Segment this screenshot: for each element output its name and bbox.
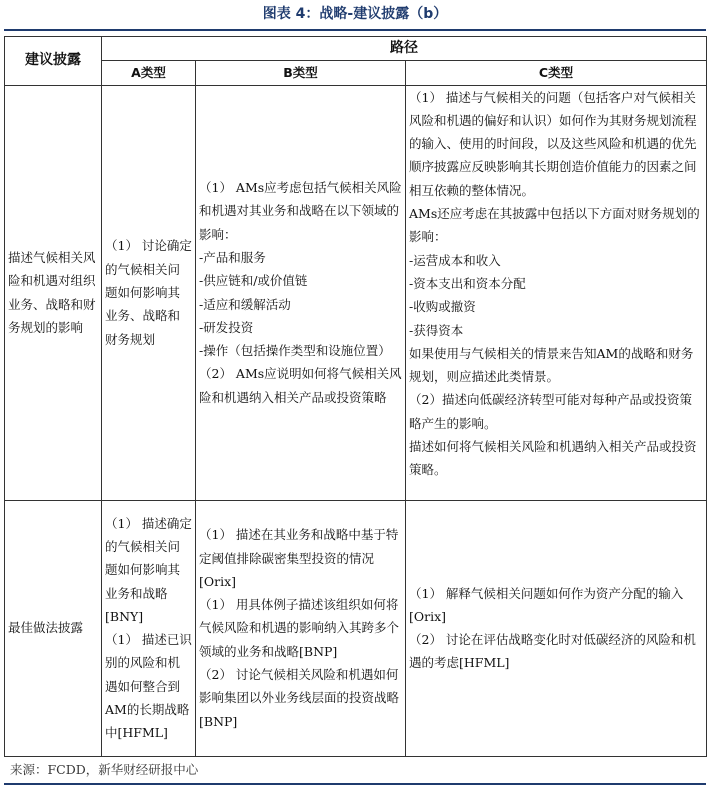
header-type-c: C类型 [406, 61, 707, 85]
type-b-text: （1） AMs应考虑包括气候相关风险和机遇对其业务和战略在以下领域的影响： [199, 180, 402, 242]
type-b-cell [196, 500, 406, 756]
header-row-2 [5, 61, 707, 85]
type-b-text: （1） 描述在其业务和战略中基于特定阈值排除碳密集型投资的情况[Orix] [199, 527, 399, 589]
header-path: 路径 [102, 37, 707, 61]
type-b-text: -操作（包括操作类型和设施位置） [199, 343, 391, 359]
header-row-1 [5, 37, 707, 61]
bottom-divider [4, 783, 706, 785]
header-type-b: B类型 [196, 61, 406, 85]
type-b-cell [196, 85, 406, 500]
type-b-text: （1） 用具体例子描述该组织如何将气候风险和机遇的影响纳入其跨多个领域的业务和战略[BNP] [199, 597, 400, 659]
source-note: 来源：FCDD，新华财经研报中心 [10, 762, 199, 777]
type-b-text: -供应链和/或价值链 [199, 273, 308, 289]
type-c-text: -运营成本和收入 [409, 252, 501, 268]
type-c-text: （1） 描述与气候相关的问题（包括客户对气候相关风险和机遇的偏好和认识）如何作为其财务规划流程的输入、使用的时间段，以及这些风险和机遇的优先顺序披露应反映影响其长期创造价值能力的因素之间相互依赖的整体情况。 [409, 89, 697, 198]
type-c-cell [406, 85, 707, 500]
type-c-text: -收购或撤资 [409, 299, 476, 315]
header-disclosure: 建议披露 [5, 37, 102, 86]
header-type-a: A类型 [102, 61, 196, 85]
table-row-best-practice [5, 500, 707, 756]
type-c-text: （2）描述向低碳经济转型可能对每种产品或投资策略产生的影响。 [409, 392, 692, 431]
type-a-text: （1） 讨论确定的气候相关问题如何影响其业务、战略和财务规划 [105, 238, 192, 347]
type-b-text: （2） AMs应说明如何将气候相关风险和机遇纳入相关产品或投资策略 [199, 366, 402, 405]
type-a-text: （1） 描述已识别的风险和机遇如何整合到AM的长期战略中[HFML] [105, 632, 192, 741]
type-c-text: （2） 讨论在评估战略变化时对低碳经济的风险和机遇的考虑[HFML] [409, 632, 696, 671]
figure-title: 图表 4：战略-建议披露（b） [262, 6, 448, 22]
type-a-text: （1） 描述确定的气候相关问题如何影响其业务和战略[BNY] [105, 515, 192, 624]
type-a-cell [102, 500, 196, 756]
title-divider [4, 29, 706, 31]
type-b-text: （2） 讨论气候相关风险和机遇如何影响集团以外业务线层面的投资战略[BNP] [199, 667, 400, 729]
type-b-text: -研发投资 [199, 319, 254, 335]
row-label: 描述气候相关风险和机遇对组织业务、战略和财务规划的影响 [5, 85, 102, 500]
type-c-text: （1） 解释气候相关问题如何作为资产分配的输入[Orix] [409, 585, 684, 624]
type-c-cell [406, 500, 707, 756]
type-c-text: -资本支出和资本分配 [409, 275, 526, 291]
type-c-text: -获得资本 [409, 322, 464, 338]
row-label: 最佳做法披露 [5, 500, 102, 756]
strategy-disclosure-table [4, 36, 707, 757]
type-b-text: -适应和缓解活动 [199, 296, 291, 312]
type-c-text: 描述如何将气候相关风险和机遇纳入相关产品或投资策略。 [409, 439, 697, 478]
type-c-text: 如果使用与气候相关的情景来告知AM的战略和财务规划，则应描述此类情景。 [409, 345, 694, 385]
table-row-describe-impact [5, 85, 707, 500]
type-b-text: -产品和服务 [199, 250, 266, 265]
type-a-cell [102, 85, 196, 500]
type-c-text: AMs还应考虑在其披露中包括以下方面对财务规划的影响： [409, 206, 700, 245]
